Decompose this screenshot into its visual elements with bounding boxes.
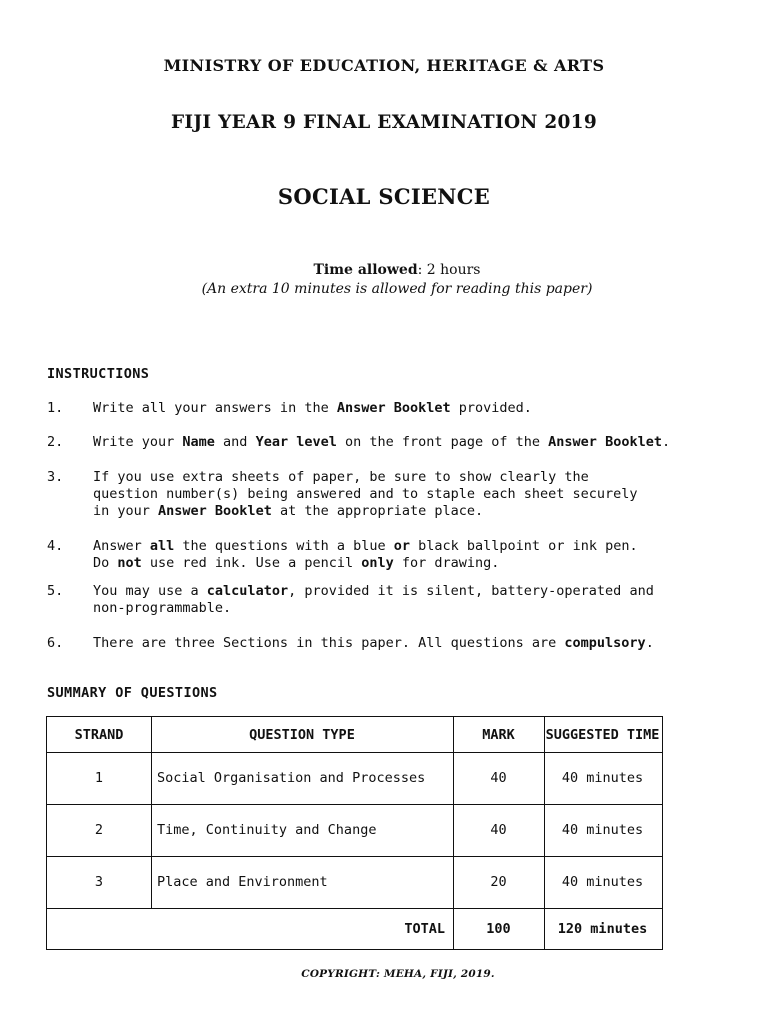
instruction-text-part: Do bbox=[93, 555, 118, 571]
row-strand: 1 bbox=[94, 770, 104, 786]
total-label: TOTAL bbox=[404, 920, 445, 937]
instruction-emphasis: only bbox=[361, 555, 394, 571]
instruction-emphasis: Answer Booklet bbox=[158, 503, 272, 519]
instruction-text bbox=[93, 583, 658, 617]
instruction-text-part: . bbox=[645, 635, 654, 651]
instruction-text-part: Write your bbox=[93, 434, 183, 450]
row-question-type: Time, Continuity and Change bbox=[157, 822, 377, 838]
row-question-type: Place and Environment bbox=[157, 874, 328, 890]
instruction-text-part: for drawing. bbox=[393, 555, 500, 571]
instruction-text-part: . bbox=[661, 434, 671, 450]
instruction-text-part: Write all your answers in the bbox=[93, 400, 337, 416]
row-mark: 40 bbox=[490, 770, 507, 786]
instruction-number: 5. bbox=[47, 583, 64, 599]
instruction-text-part: and bbox=[214, 434, 256, 450]
instruction-text-part: use red ink. Use a pencil bbox=[141, 555, 362, 571]
time-allowed-label: Time allowed bbox=[313, 262, 418, 278]
header-mark: MARK bbox=[482, 726, 515, 743]
row-mark: 20 bbox=[490, 874, 507, 890]
time-allowed-value: : 2 hours bbox=[417, 262, 481, 278]
subject-title: SOCIAL SCIENCE bbox=[277, 184, 491, 209]
row-strand: 3 bbox=[94, 874, 104, 890]
total-mark: 100 bbox=[486, 920, 511, 937]
row-time: 40 minutes bbox=[561, 822, 644, 838]
instruction-text-part: Answer bbox=[93, 538, 150, 554]
instruction-text-part: There are three Sections in this paper. All questions are bbox=[93, 635, 565, 651]
summary-table bbox=[46, 716, 663, 950]
instruction-number: 3. bbox=[47, 469, 64, 485]
instruction-emphasis: Name bbox=[182, 434, 215, 450]
instruction-emphasis: not bbox=[117, 555, 142, 571]
instruction-number: 2. bbox=[47, 434, 64, 450]
instructions-heading: INSTRUCTIONS bbox=[47, 366, 150, 382]
total-time: 120 minutes bbox=[557, 920, 648, 937]
instruction-emphasis: Answer Booklet bbox=[548, 434, 662, 450]
header-strand: STRAND bbox=[74, 726, 124, 743]
instruction-emphasis: all bbox=[149, 538, 175, 554]
summary-heading: SUMMARY OF QUESTIONS bbox=[47, 685, 218, 701]
row-time: 40 minutes bbox=[561, 874, 644, 890]
row-strand: 2 bbox=[94, 822, 104, 838]
row-question-type: Social Organisation and Processes bbox=[157, 770, 426, 786]
time-allowed bbox=[0, 262, 768, 278]
instruction-text bbox=[93, 434, 733, 451]
instruction-text-part: at the appropriate place. bbox=[271, 503, 484, 519]
instruction-emphasis: Year level bbox=[255, 434, 337, 450]
instruction-number: 6. bbox=[47, 635, 64, 651]
ministry-heading: MINISTRY OF EDUCATION, HERITAGE & ARTS bbox=[163, 56, 605, 75]
instruction-number: 4. bbox=[47, 538, 64, 554]
reading-time-note: (An extra 10 minutes is allowed for reading this paper) bbox=[201, 281, 593, 297]
instruction-emphasis: compulsory bbox=[564, 635, 646, 651]
instruction-emphasis: or bbox=[393, 538, 411, 554]
instruction-text bbox=[93, 538, 693, 572]
instruction-text-part: the questions with a blue bbox=[174, 538, 394, 554]
instruction-number: 1. bbox=[47, 400, 64, 416]
instruction-text-part: on the front page of the bbox=[336, 434, 549, 450]
instruction-text bbox=[93, 469, 638, 520]
instruction-text-part: provided. bbox=[450, 400, 532, 416]
row-mark: 40 bbox=[490, 822, 507, 838]
row-time: 40 minutes bbox=[561, 770, 644, 786]
instruction-text-part: You may use a bbox=[93, 583, 207, 599]
instruction-text-part: black ballpoint or ink pen. bbox=[410, 538, 638, 554]
header-suggested-time: SUGGESTED TIME bbox=[545, 726, 660, 743]
header-question-type: QUESTION TYPE bbox=[249, 726, 355, 743]
exam-title: FIJI YEAR 9 FINAL EXAMINATION 2019 bbox=[170, 112, 598, 133]
instruction-text-part: If you use extra sheets of paper, be sure to show clearly the question number(s) being answered and to staple each sheet securely in your bbox=[93, 469, 638, 519]
copyright-footer: COPYRIGHT: MEHA, FIJI, 2019. bbox=[301, 968, 495, 980]
instruction-emphasis: Answer Booklet bbox=[336, 400, 451, 416]
instruction-text bbox=[93, 635, 693, 652]
instruction-emphasis: calculator bbox=[206, 583, 289, 599]
instruction-text-part: , provided it is silent, battery-operated and non-programmable. bbox=[93, 583, 654, 616]
instruction-text bbox=[93, 400, 693, 417]
